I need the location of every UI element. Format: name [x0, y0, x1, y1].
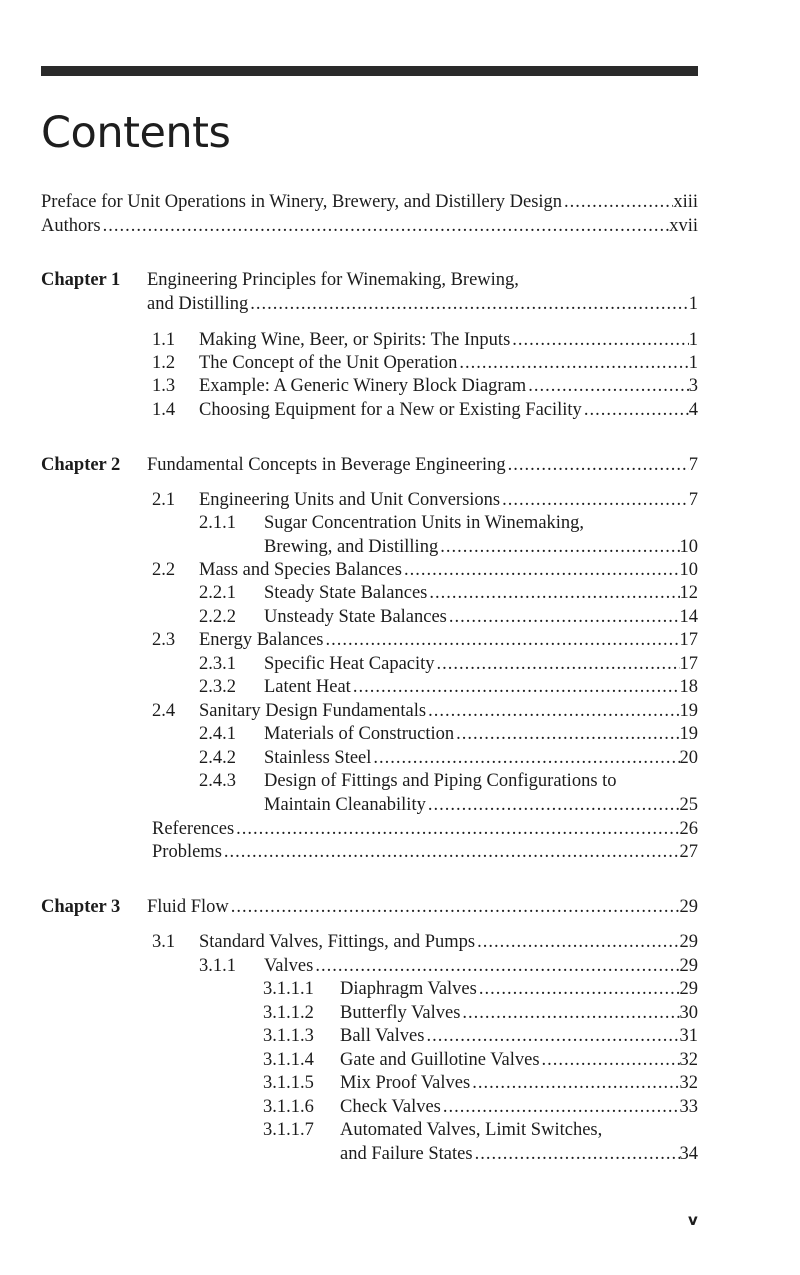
section-number: 2.3: [152, 630, 176, 650]
chapter-entry[interactable]: [147, 292, 698, 316]
toc-entry-page: 26: [679, 819, 698, 839]
dot-leader: [447, 605, 680, 629]
section-number: 2.1.1: [199, 513, 236, 533]
section-number: 2.3.1: [199, 654, 236, 674]
toc-entry[interactable]: [264, 746, 698, 770]
toc-entry-title: Choosing Equipment for a New or Existing Facility: [199, 400, 582, 420]
toc-entry-page: 29: [679, 897, 698, 917]
dot-leader: [510, 328, 688, 352]
toc-entry-page: 32: [679, 1073, 698, 1093]
dot-leader: [438, 535, 679, 559]
chapter-title: Fundamental Concepts in Beverage Engineering: [147, 455, 506, 475]
header-rule: [41, 66, 698, 76]
section-number: 3.1.1.4: [263, 1050, 314, 1070]
toc-entry[interactable]: [340, 1048, 698, 1072]
section-number: 3.1.1.7: [263, 1120, 314, 1140]
toc-entry-page: 29: [679, 956, 698, 976]
dot-leader: [473, 1142, 680, 1166]
toc-entry-page: xvii: [669, 216, 698, 236]
dot-leader: [426, 793, 680, 817]
section-number: 2.4.2: [199, 748, 236, 768]
section-number: 1.2: [152, 353, 176, 373]
toc-entry[interactable]: [199, 488, 698, 512]
dot-leader: [371, 746, 679, 770]
toc-entry[interactable]: [264, 793, 698, 817]
dot-leader: [351, 675, 680, 699]
section-number: 2.4: [152, 701, 176, 721]
toc-entry-page: 19: [679, 724, 698, 744]
toc-entry-title: Diaphragm Valves: [340, 979, 477, 999]
toc-entry-authors[interactable]: [41, 214, 698, 238]
toc-entry-page: xiii: [673, 192, 698, 212]
toc-entry-title: Problems: [152, 842, 222, 862]
section-number: 3.1.1: [199, 956, 236, 976]
toc-entry-title: Materials of Construction: [264, 724, 455, 744]
toc-entry-title: Stainless Steel: [264, 748, 372, 768]
toc-entry-page: 18: [679, 677, 698, 697]
toc-entry-title: Valves: [264, 956, 314, 976]
toc-entry[interactable]: [199, 328, 698, 352]
toc-entry-page: 17: [679, 630, 698, 650]
toc-entry-title: Engineering Units and Unit Conversions: [199, 490, 501, 510]
toc-entry-page: 12: [679, 583, 698, 603]
toc-entry[interactable]: [199, 628, 698, 652]
dot-leader: [526, 374, 689, 398]
section-number: 1.1: [152, 330, 176, 350]
toc-entry-page: 33: [679, 1097, 698, 1117]
chapter-title-line[interactable]: Engineering Principles for Winemaking, Brewing,: [147, 270, 519, 290]
page-number: v: [688, 1211, 698, 1229]
dot-leader: [435, 652, 680, 676]
toc-entry-title: Mix Proof Valves: [340, 1073, 471, 1093]
toc-entry-title: The Concept of the Unit Operation: [199, 353, 458, 373]
toc-entry-title: Mass and Species Balances: [199, 560, 402, 580]
section-number: 3.1.1.5: [263, 1073, 314, 1093]
dot-leader: [248, 292, 689, 316]
dot-leader: [441, 1095, 680, 1119]
toc-entry-title: Energy Balances: [199, 630, 324, 650]
toc-entry-title: Preface for Unit Operations in Winery, Brewery, and Distillery Design: [41, 192, 563, 212]
toc-entry-page: 10: [679, 537, 698, 557]
toc-entry-preface[interactable]: [41, 190, 698, 214]
toc-entry-page: 10: [679, 560, 698, 580]
section-number: 1.4: [152, 400, 176, 420]
dot-leader: [222, 840, 680, 864]
toc-entry-title: Ball Valves: [340, 1026, 425, 1046]
dot-leader: [229, 895, 680, 919]
toc-entry-page: 7: [688, 455, 698, 475]
toc-entry[interactable]: [340, 977, 698, 1001]
dot-leader: [582, 398, 689, 422]
toc-entry-title-line[interactable]: Sugar Concentration Units in Winemaking,: [264, 513, 585, 533]
toc-entry-title-line: Brewing, and Distilling: [264, 537, 439, 557]
toc-entry-page: 19: [679, 701, 698, 721]
section-number: 3.1.1.2: [263, 1003, 314, 1023]
toc-entry-title: Latent Heat: [264, 677, 351, 697]
toc-entry-page: 30: [679, 1003, 698, 1023]
toc-entry-title: Steady State Balances: [264, 583, 428, 603]
toc-entry[interactable]: [199, 374, 698, 398]
dot-leader: [101, 214, 670, 238]
toc-entry[interactable]: [264, 535, 698, 559]
toc-entry[interactable]: [340, 1001, 698, 1025]
toc-entry-problems[interactable]: [152, 840, 698, 864]
dot-leader: [313, 954, 679, 978]
chapter-label: Chapter 2: [41, 455, 121, 475]
toc-entry[interactable]: [340, 1024, 698, 1048]
toc-entry-page: 29: [679, 932, 698, 952]
dot-leader: [234, 817, 679, 841]
toc-entry-title: Authors: [41, 216, 101, 236]
dot-leader: [427, 581, 679, 605]
toc-entry[interactable]: [264, 605, 698, 629]
dot-leader: [426, 699, 679, 723]
toc-entry-title: Making Wine, Beer, or Spirits: The Inputs: [199, 330, 511, 350]
section-number: 2.4.1: [199, 724, 236, 744]
toc-entry-page: 29: [679, 979, 698, 999]
toc-entry-page: 31: [679, 1026, 698, 1046]
dot-leader: [460, 1001, 679, 1025]
toc-entry[interactable]: [340, 1095, 698, 1119]
chapter-entry[interactable]: [147, 453, 698, 477]
dot-leader: [500, 488, 689, 512]
chapter-title-line: and Distilling: [147, 294, 249, 314]
section-number: 2.4.3: [199, 771, 236, 791]
toc-entry[interactable]: [264, 581, 698, 605]
section-number: 2.2.1: [199, 583, 236, 603]
toc-entry-title: Gate and Guillotine Valves: [340, 1050, 540, 1070]
section-number: 2.2.2: [199, 607, 236, 627]
chapter-label: Chapter 3: [41, 897, 121, 917]
section-number: 3.1.1.6: [263, 1097, 314, 1117]
toc-entry-page: 20: [679, 748, 698, 768]
dot-leader: [475, 930, 679, 954]
dot-leader: [402, 558, 680, 582]
toc-entry-title: Check Valves: [340, 1097, 441, 1117]
section-number: 1.3: [152, 376, 176, 396]
dot-leader: [424, 1024, 679, 1048]
section-number: 3.1: [152, 932, 176, 952]
toc-entry-page: 4: [688, 400, 698, 420]
toc-entry-title: Unsteady State Balances: [264, 607, 447, 627]
toc-entry-page: 17: [679, 654, 698, 674]
section-number: 2.3.2: [199, 677, 236, 697]
toc-entry[interactable]: [199, 351, 698, 375]
toc-entry-title: Standard Valves, Fittings, and Pumps: [199, 932, 476, 952]
toc-entry-page: 25: [679, 795, 698, 815]
toc-entry-title: Specific Heat Capacity: [264, 654, 435, 674]
toc-entry-page: 34: [679, 1144, 698, 1164]
toc-entry-title-line: Maintain Cleanability: [264, 795, 426, 815]
toc-entry[interactable]: [340, 1071, 698, 1095]
toc-entry[interactable]: [199, 558, 698, 582]
section-number: 2.1: [152, 490, 176, 510]
toc-entry-page: 1: [688, 294, 698, 314]
toc-entry-page: 32: [679, 1050, 698, 1070]
dot-leader: [324, 628, 680, 652]
toc-entry-title: References: [152, 819, 235, 839]
dot-leader: [506, 453, 689, 477]
toc-entry[interactable]: [340, 1142, 698, 1166]
dot-leader: [454, 722, 679, 746]
toc-entry-title: Butterfly Valves: [340, 1003, 461, 1023]
dot-leader: [477, 977, 680, 1001]
toc-entry-page: 7: [688, 490, 698, 510]
page-title: Contents: [41, 108, 231, 158]
toc-entry-page: 1: [688, 353, 698, 373]
toc-entry-title-line: and Failure States: [340, 1144, 473, 1164]
toc-entry-title-line[interactable]: Automated Valves, Limit Switches,: [340, 1120, 603, 1140]
chapter-label: Chapter 1: [41, 270, 121, 290]
toc-entry[interactable]: [264, 675, 698, 699]
dot-leader: [470, 1071, 679, 1095]
chapter-title: Fluid Flow: [147, 897, 229, 917]
toc-entry-title-line[interactable]: Design of Fittings and Piping Configurations to: [264, 771, 617, 791]
toc-entry[interactable]: [264, 954, 698, 978]
section-number: 3.1.1.3: [263, 1026, 314, 1046]
dot-leader: [562, 190, 673, 214]
chapter-entry[interactable]: [147, 895, 698, 919]
toc-entry[interactable]: [264, 722, 698, 746]
toc-entry-page: 3: [688, 376, 698, 396]
dot-leader: [540, 1048, 680, 1072]
dot-leader: [457, 351, 688, 375]
toc-entry-page: 14: [679, 607, 698, 627]
section-number: 2.2: [152, 560, 176, 580]
toc-entry[interactable]: [199, 699, 698, 723]
toc-entry-title: Example: A Generic Winery Block Diagram: [199, 376, 527, 396]
toc-entry[interactable]: [199, 398, 698, 422]
toc-entry[interactable]: [264, 652, 698, 676]
toc-entry-title: Sanitary Design Fundamentals: [199, 701, 427, 721]
section-number: 3.1.1.1: [263, 979, 314, 999]
toc-entry-page: 27: [679, 842, 698, 862]
toc-entry-references[interactable]: [152, 817, 698, 841]
toc-entry[interactable]: [199, 930, 698, 954]
toc-entry-page: 1: [688, 330, 698, 350]
